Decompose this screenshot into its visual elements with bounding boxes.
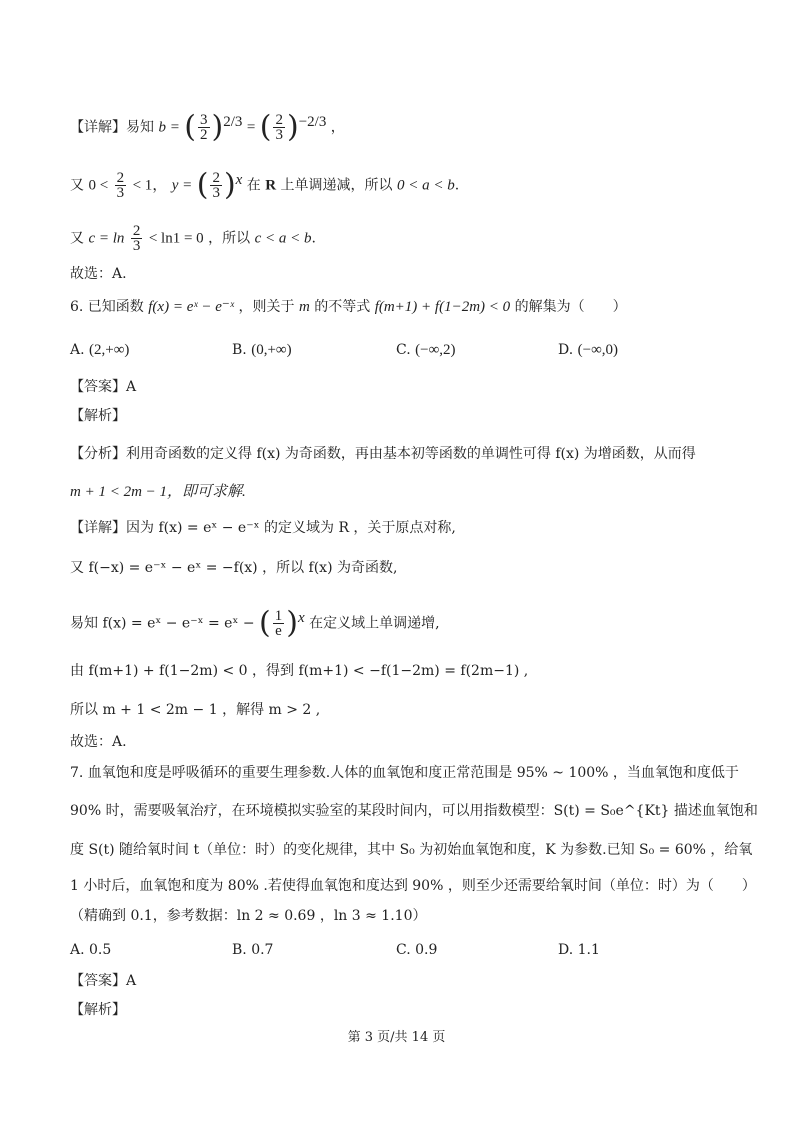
detail-line-3: 又 c = ln $\frac{2}{3}$ < ln1 = 0 ，所以 c < a < b. — [70, 223, 316, 254]
q6-analysis-head: 【解析】 — [70, 408, 126, 424]
q6-text: 的不等式 — [314, 299, 371, 315]
q7-stem-2: 90% 时，需要吸氧治疗，在环境模拟实验室的某段时间内，可以用指数模型：S(t) = S₀e^{Kt} 描述血氧饱和 — [70, 803, 758, 819]
q7-stem-5: （精确到 0.1，参考数据：ln 2 ≈ 0.69 ，ln 3 ≈ 1.10） — [70, 908, 427, 924]
option-label: C. — [396, 342, 411, 358]
q6-text: ，则关于 — [238, 299, 295, 315]
detail-line-1: 【详解】易知 b = ( $\frac{3}{2}$ )$^{2/3}$ = ( $\frac{2}{3}$ )$^{-2/3}$ ， — [70, 109, 345, 145]
frac-den: 3 — [275, 127, 283, 144]
math-text: < ln1 = 0 — [148, 230, 204, 247]
q6-text: 在定义域上单调递增, — [309, 615, 440, 632]
option-label: D. — [558, 342, 574, 358]
frac-num: 3 — [200, 112, 208, 129]
math-text: 0 < a < b — [397, 177, 455, 194]
page-footer: 第 3 页/共 14 页 — [347, 1030, 446, 1045]
option-value: 0.7 — [251, 942, 274, 958]
detail-text: ，所以 — [208, 230, 251, 247]
q6-var: m — [298, 299, 310, 315]
math-text: < 1， — [132, 177, 168, 194]
option-label: A. — [70, 342, 85, 358]
math-y: y = — [171, 177, 193, 194]
q7-option-d[interactable] — [558, 940, 600, 960]
math-text: c < a < b — [254, 230, 312, 247]
exponent: 2/3 — [223, 114, 243, 130]
frac-den: 3 — [132, 238, 141, 254]
option-value: 0.9 — [415, 942, 438, 958]
option-value: 0.5 — [89, 942, 112, 958]
frac-num: 2 — [275, 112, 283, 129]
exponent: x — [297, 610, 305, 626]
q6-text: 易知 f(x) = eˣ − e⁻ˣ = eˣ − — [70, 615, 255, 632]
frac-num: 2 — [116, 170, 125, 187]
math-text: c = ln — [88, 230, 125, 247]
q6-choice: 故选：A. — [70, 734, 127, 750]
q7-option-a[interactable] — [70, 940, 111, 960]
q6-text: 6. 已知函数 — [70, 299, 144, 315]
option-label: D. — [558, 942, 574, 958]
frac-den: 3 — [116, 185, 125, 202]
math-R: R — [265, 177, 277, 194]
option-value: (−∞,2) — [415, 342, 456, 358]
q6-option-a[interactable] — [70, 340, 129, 360]
q7-option-b[interactable] — [232, 940, 273, 960]
q6-ineq: f(m+1) + f(1−2m) < 0 — [374, 299, 511, 315]
q7-stem-1: 7. 血氧饱和度是呼吸循环的重要生理参数.人体的血氧饱和度正常范围是 95% ~ 100% ，当血氧饱和度低于 — [70, 765, 739, 781]
q6-detail-4: 由 f(m+1) + f(1−2m) < 0 ，得到 f(m+1) < −f(1−2m) = f(2m−1) , — [70, 663, 529, 679]
q7-answer: 【答案】A — [70, 973, 137, 989]
option-label: B. — [232, 942, 247, 958]
q7-stem-4: 1 小时后，血氧饱和度为 80% .若使得血氧饱和度达到 90% ，则至少还需要给氧时间（单位：时）为（ ） — [70, 878, 756, 894]
q7-option-c[interactable] — [396, 940, 437, 960]
q6-detail-2: 又 f(−x) = e⁻ˣ − eˣ = −f(x) ，所以 f(x) 为奇函数, — [70, 560, 398, 576]
detail-text: 又 — [70, 230, 84, 247]
q6-option-d[interactable] — [558, 340, 618, 360]
punct: ， — [330, 119, 345, 136]
q7-analysis-head: 【解析】 — [70, 1002, 126, 1018]
detail-text: 上单调递减，所以 — [280, 177, 393, 194]
frac-num: 2 — [132, 223, 141, 239]
option-value: 1.1 — [577, 942, 600, 958]
q6-func: f(x) = eˣ − e⁻ˣ — [148, 299, 235, 315]
detail-text: 【详解】易知 — [70, 119, 154, 136]
option-value: (0,+∞) — [251, 342, 292, 358]
detail-line-2: 又 0 < $\frac{2}{3}$ < 1， y = ( $\frac{2}{3}$ )$^x$ 在 R 上单调递减，所以 0 < a < b. — [70, 167, 460, 203]
frac-den: 2 — [200, 127, 208, 144]
q7-stem-3: 度 S(t) 随给氧时间 t（单位：时）的变化规律，其中 S₀ 为初始血氧饱和度，K 为参数.已知 S₀ = 60% ，给氧 — [70, 842, 753, 858]
option-value: (2,+∞) — [89, 342, 130, 358]
q6-stem — [70, 297, 753, 317]
choice-prev: 故选：A. — [70, 266, 127, 282]
q6-text: 的解集为（ ） — [514, 299, 627, 315]
frac-num: 2 — [212, 170, 220, 187]
q6-answer: 【答案】A — [70, 379, 137, 395]
frac-num: 1 — [274, 608, 283, 625]
q6-option-b[interactable] — [232, 340, 292, 360]
option-label: A. — [70, 942, 85, 958]
q6-detail-1: 【详解】因为 f(x) = eˣ − e⁻ˣ 的定义域为 R ，关于原点对称, — [70, 520, 456, 536]
detail-text: 又 — [70, 177, 84, 194]
option-value: (−∞,0) — [577, 342, 619, 358]
math-eq: = — [246, 119, 256, 136]
q6-analysis: 【分析】利用奇函数的定义得 f(x) 为奇函数，再由基本初等函数的单调性可得 f(x) 为增函数，从而得 — [70, 446, 696, 462]
math-text: 0 < — [88, 177, 109, 194]
frac-den: 3 — [212, 185, 220, 202]
exponent: x — [235, 172, 243, 188]
q6-option-c[interactable] — [396, 340, 456, 360]
option-label: B. — [232, 342, 247, 358]
frac-den: e — [275, 623, 282, 640]
math-b: b = — [158, 119, 180, 136]
option-label: C. — [396, 942, 411, 958]
exponent: −2/3 — [298, 114, 327, 130]
q6-detail-3: 易知 f(x) = eˣ − e⁻ˣ = eˣ − ( $\frac{1}{e}$ )$^x$ 在定义域上单调递增, — [70, 605, 440, 641]
q6-detail-5: 所以 m + 1 < 2m − 1 ，解得 m > 2 , — [70, 702, 321, 718]
q6-analysis-2: m + 1 < 2m − 1，即可求解. — [70, 484, 246, 500]
detail-text: 在 — [246, 177, 261, 194]
